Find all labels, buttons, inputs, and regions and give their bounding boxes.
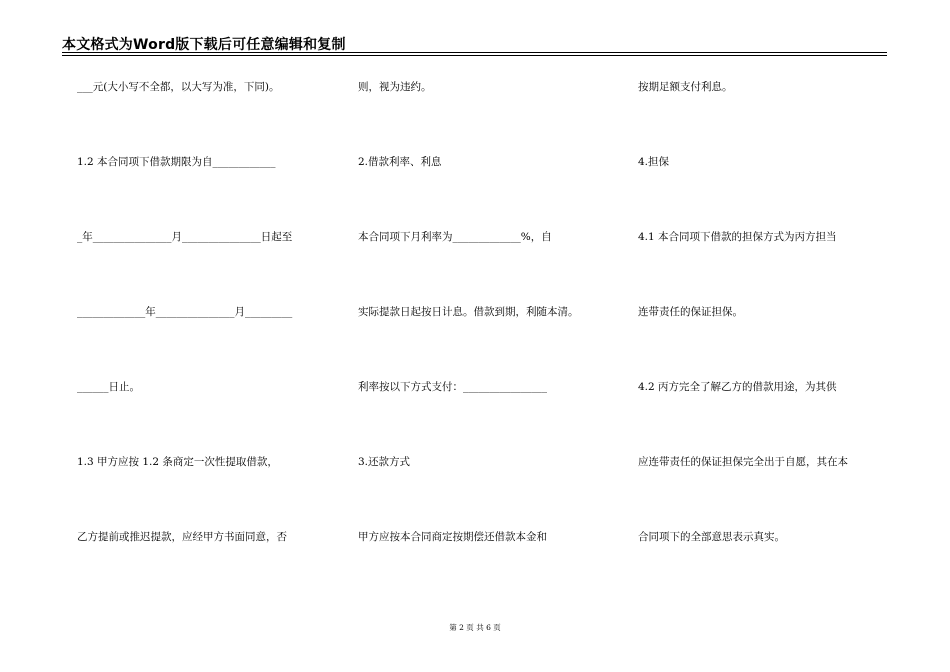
- col2-line-4: 实际提款日起按日计息。借款到期，利随本清。: [358, 306, 579, 318]
- header-rule-thick: [62, 52, 887, 53]
- page-number: 第 2 页 共 6 页: [449, 623, 501, 632]
- col1-line-2: 1.2 本合同项下借款期限为自____________: [77, 156, 276, 168]
- col3-line-2: 4.担保: [638, 156, 670, 168]
- col2-line-6: 3.还款方式: [358, 456, 411, 468]
- col2-line-5: 利率按以下方式支付：________________: [358, 381, 547, 393]
- col3-line-6: 应连带责任的保证担保完全出于自愿，其在本: [638, 456, 848, 468]
- col1-line-4: _____________年_______________月_________: [77, 306, 293, 318]
- col2-line-7: 甲方应按本合同商定按期偿还借款本金和: [358, 531, 547, 543]
- header-rule-thin: [62, 55, 887, 56]
- col3-line-5: 4.2 丙方完全了解乙方的借款用途，为其供: [638, 381, 837, 393]
- col2-line-2: 2.借款利率、利息: [358, 156, 442, 168]
- col1-line-7: 乙方提前或推迟提款，应经甲方书面同意，否: [77, 531, 287, 543]
- col2-line-3: 本合同项下月利率为_____________%，自: [358, 231, 552, 243]
- col1-line-6: 1.3 甲方应按 1.2 条商定一次性提取借款，: [77, 456, 278, 468]
- col3-line-1: 按期足额支付利息。: [638, 81, 733, 93]
- col3-line-7: 合同项下的全部意思表示真实。: [638, 531, 785, 543]
- col1-line-5: ______日止。: [77, 381, 140, 393]
- document-header-title: 本文格式为Word版下载后可任意编辑和复制: [62, 37, 346, 53]
- col2-line-1: 则，视为违约。: [358, 81, 432, 93]
- col3-line-3: 4.1 本合同项下借款的担保方式为丙方担当: [638, 231, 837, 243]
- col1-line-3: _年_______________月_______________日起至: [77, 231, 293, 243]
- col3-line-4: 连带责任的保证担保。: [638, 306, 743, 318]
- col1-line-1: ___元(大小写不全都，以大写为准，下同)。: [77, 81, 280, 93]
